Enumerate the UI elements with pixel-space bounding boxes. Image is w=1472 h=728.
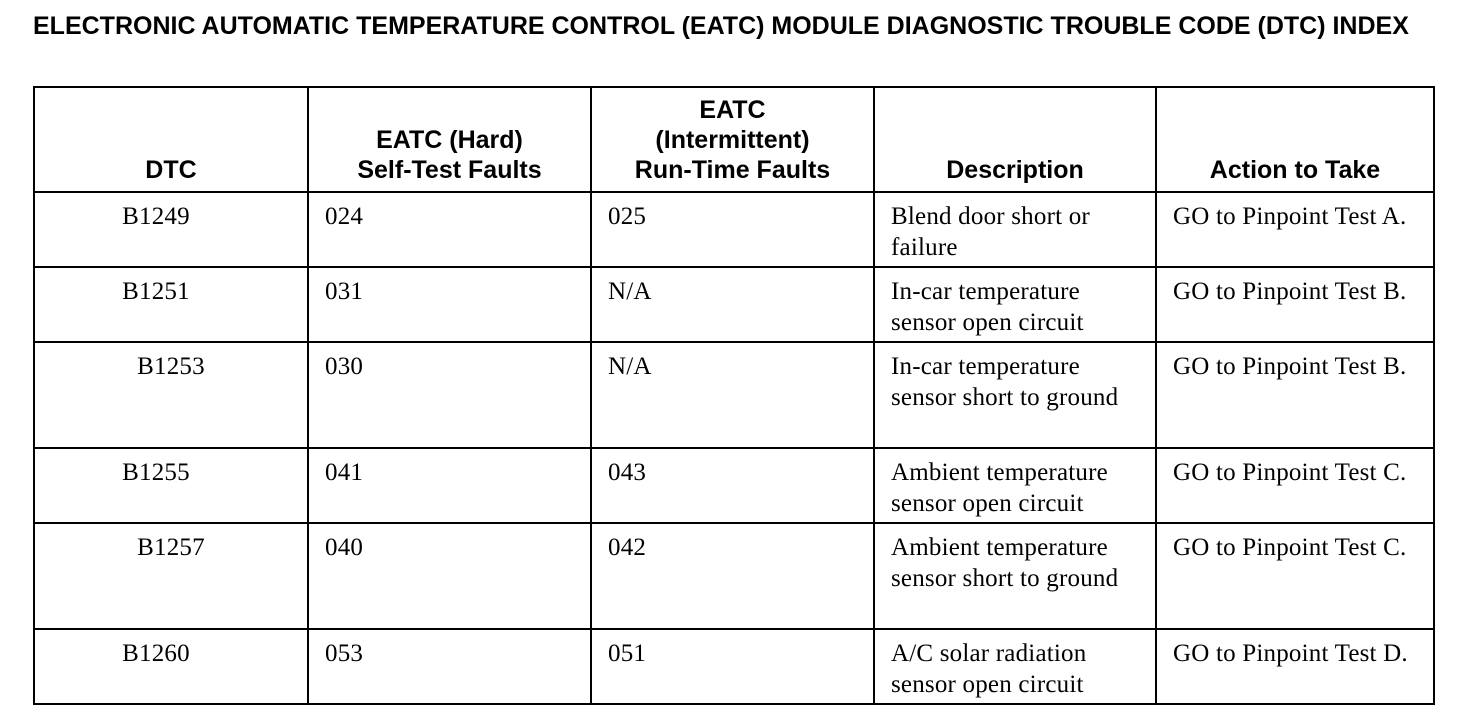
cell-description: Ambient temperature sensor short to ground bbox=[874, 523, 1156, 629]
header-action-to-take bbox=[1156, 87, 1434, 192]
table-row bbox=[34, 267, 1434, 342]
cell-action: GO to Pinpoint Test B. bbox=[1156, 267, 1434, 342]
cell-description: In-car temperature sensor short to ground bbox=[874, 342, 1156, 448]
cell-intermittent-fault: N/A bbox=[591, 267, 874, 342]
header-dtc bbox=[34, 87, 308, 192]
cell-description: Blend door short or failure bbox=[874, 192, 1156, 267]
header-line: EATC bbox=[699, 96, 766, 124]
document-title: ELECTRONIC AUTOMATIC TEMPERATURE CONTROL (EATC) MODULE DIAGNOSTIC TROUBLE CODE (DTC) INDEX bbox=[33, 12, 1409, 40]
cell-dtc: B1255 bbox=[34, 448, 308, 523]
cell-intermittent-fault: N/A bbox=[591, 342, 874, 448]
cell-action: GO to Pinpoint Test C. bbox=[1156, 448, 1434, 523]
cell-dtc: B1249 bbox=[34, 192, 308, 267]
cell-intermittent-fault: 051 bbox=[591, 629, 874, 704]
header-line: (Intermittent) bbox=[655, 126, 810, 154]
header-description bbox=[874, 87, 1156, 192]
cell-description: A/C solar radiation sensor open circuit bbox=[874, 629, 1156, 704]
header-line: Run-Time Faults bbox=[634, 156, 831, 184]
cell-intermittent-fault: 025 bbox=[591, 192, 874, 267]
table-header-row bbox=[34, 87, 1434, 192]
table-row bbox=[34, 629, 1434, 704]
table-row bbox=[34, 192, 1434, 267]
header-line: Description bbox=[946, 156, 1084, 184]
cell-dtc: B1251 bbox=[34, 267, 308, 342]
table-row bbox=[34, 523, 1434, 629]
cell-action: GO to Pinpoint Test B. bbox=[1156, 342, 1434, 448]
header-line: DTC bbox=[145, 156, 197, 184]
cell-action: GO to Pinpoint Test D. bbox=[1156, 629, 1434, 704]
cell-hard-fault: 040 bbox=[308, 523, 591, 629]
header-hard-self-test-faults bbox=[308, 87, 591, 192]
cell-dtc: B1260 bbox=[34, 629, 308, 704]
cell-hard-fault: 024 bbox=[308, 192, 591, 267]
cell-hard-fault: 031 bbox=[308, 267, 591, 342]
header-line: EATC (Hard) bbox=[376, 126, 523, 154]
cell-hard-fault: 030 bbox=[308, 342, 591, 448]
cell-hard-fault: 053 bbox=[308, 629, 591, 704]
dtc-index-table bbox=[33, 86, 1435, 705]
header-line: Self-Test Faults bbox=[357, 156, 542, 184]
cell-dtc: B1257 bbox=[34, 523, 308, 629]
cell-dtc: B1253 bbox=[34, 342, 308, 448]
table-row bbox=[34, 342, 1434, 448]
cell-intermittent-fault: 043 bbox=[591, 448, 874, 523]
cell-description: In-car temperature sensor open circuit bbox=[874, 267, 1156, 342]
cell-action: GO to Pinpoint Test A. bbox=[1156, 192, 1434, 267]
table-row bbox=[34, 448, 1434, 523]
header-line: Action to Take bbox=[1209, 156, 1381, 184]
cell-hard-fault: 041 bbox=[308, 448, 591, 523]
cell-action: GO to Pinpoint Test C. bbox=[1156, 523, 1434, 629]
cell-intermittent-fault: 042 bbox=[591, 523, 874, 629]
cell-description: Ambient temperature sensor open circuit bbox=[874, 448, 1156, 523]
header-intermittent-run-time-faults bbox=[591, 87, 874, 192]
